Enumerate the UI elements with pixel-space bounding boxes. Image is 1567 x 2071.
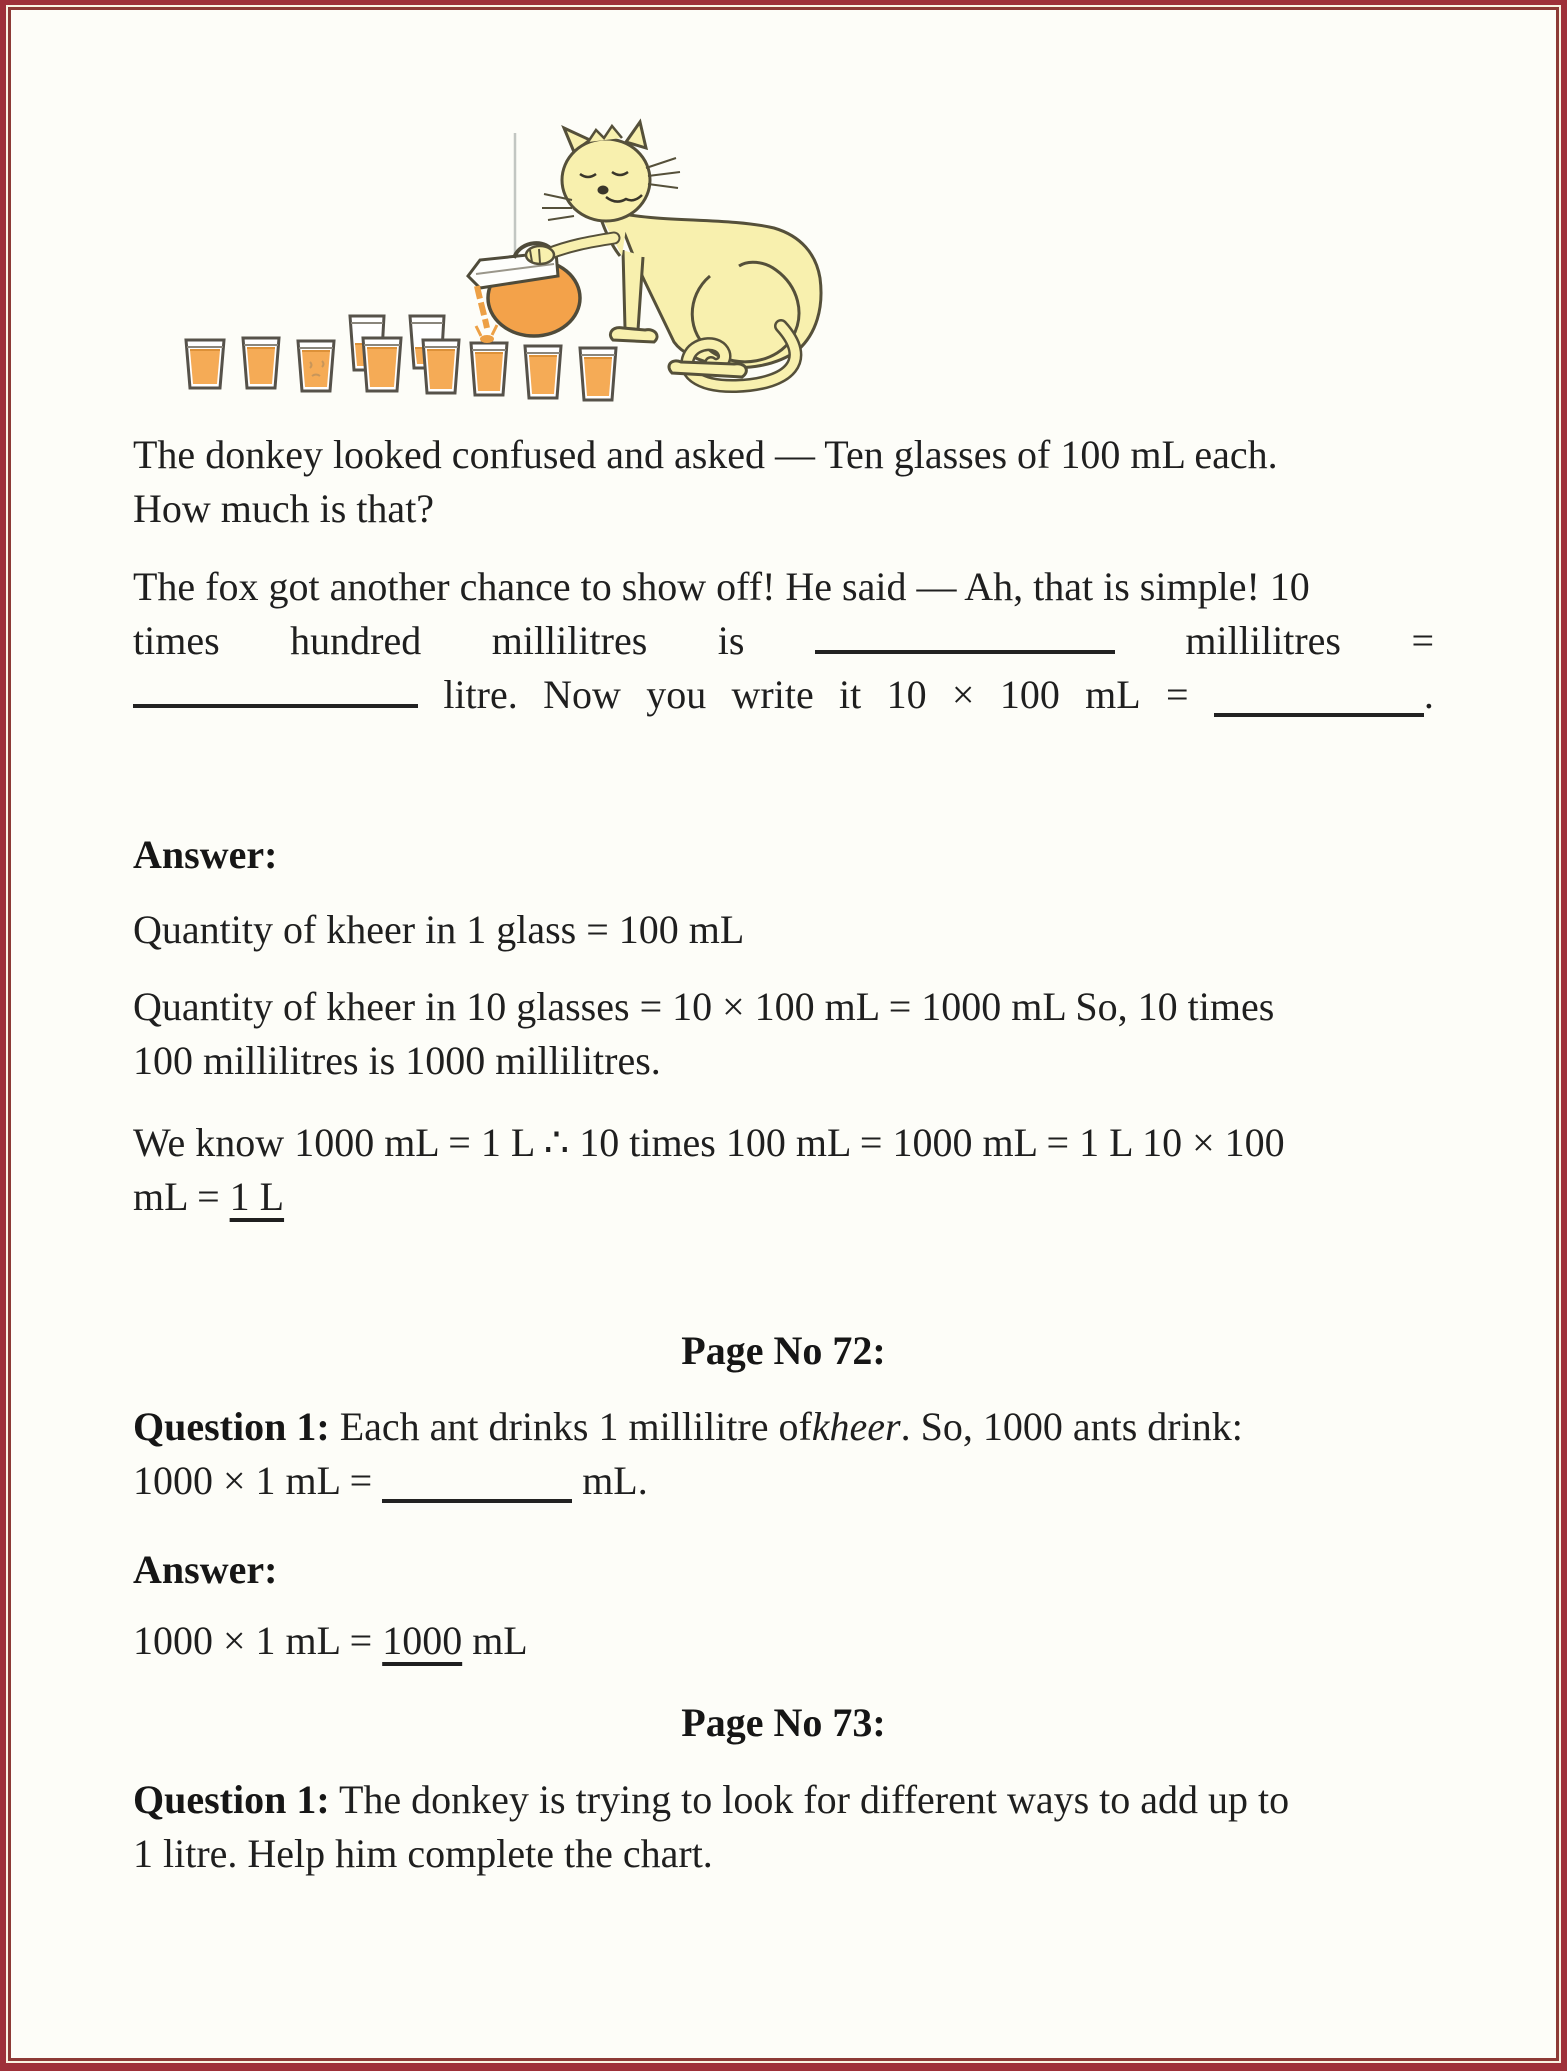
cat-head bbox=[562, 139, 650, 221]
cat-front-foot bbox=[610, 328, 657, 342]
q1-p72-equation: 1000 × 1 mL = bbox=[133, 1458, 373, 1503]
fox-word: is bbox=[717, 618, 745, 663]
fox-period: . bbox=[1423, 672, 1434, 717]
q1-p73-line2: 1 litre. Help him complete the chart. bbox=[133, 1831, 713, 1876]
answer-10glasses-line1: Quantity of kheer in 10 glasses = 10 × 100 mL = 1000 mL So, 10 times bbox=[133, 984, 1275, 1029]
answer-line-weknow bbox=[133, 1116, 1434, 1224]
litre-blank bbox=[133, 676, 418, 708]
para-fox-line1: The fox got another chance to show off! He said — Ah, that is simple! 10 bbox=[133, 564, 1310, 609]
q1-p73-line1 bbox=[133, 1773, 1434, 1827]
kheer-glass-8 bbox=[580, 348, 616, 400]
kheer-glass-6-being-filled bbox=[471, 343, 507, 395]
answer-heading-1: Answer: bbox=[133, 832, 278, 877]
q1-p72-text2: . So, 1000 ants drink: bbox=[900, 1404, 1243, 1449]
para-donkey bbox=[133, 428, 1434, 536]
fox-word: litre. bbox=[443, 672, 518, 717]
page-72-heading: Page No 72: bbox=[681, 1328, 886, 1373]
fox-word: 100 bbox=[999, 672, 1060, 717]
para-fox-line2 bbox=[133, 614, 1434, 668]
para-fox bbox=[133, 560, 1434, 722]
q1-p72-unit: mL. bbox=[582, 1458, 648, 1503]
answer-10glasses-line2: 100 millilitres is 1000 millilitres. bbox=[133, 1038, 661, 1083]
fox-word: × bbox=[951, 672, 975, 717]
question-label: Question 1: bbox=[133, 1404, 330, 1449]
fox-word: it bbox=[839, 672, 862, 717]
answer-p72-pre: 1000 × 1 mL = bbox=[133, 1618, 373, 1663]
millilitres-blank bbox=[815, 622, 1115, 654]
q1-p72-text: Each ant drinks 1 millilitre of bbox=[339, 1404, 812, 1449]
para-fox-line3 bbox=[133, 668, 1434, 722]
kheer-glass-1 bbox=[186, 340, 224, 388]
fox-word: hundred bbox=[290, 618, 422, 663]
cat-nose bbox=[598, 186, 609, 195]
weknow-line2 bbox=[133, 1170, 1434, 1224]
fox-word: millilitres bbox=[491, 618, 648, 663]
fox-word: 10 bbox=[886, 672, 927, 717]
weknow-line1: We know 1000 mL = 1 L ∴ 10 times 100 mL = 1000 mL = 1 L 10 × 100 bbox=[133, 1120, 1285, 1165]
question-label: Question 1: bbox=[133, 1777, 330, 1822]
fox-word: times bbox=[133, 618, 220, 663]
cat-pouring-kheer-icon bbox=[176, 116, 836, 406]
q1-p72-line2 bbox=[133, 1454, 1434, 1508]
fox-word: write bbox=[731, 672, 814, 717]
answer-p72-post: mL bbox=[472, 1618, 528, 1663]
cat-icon bbox=[526, 122, 821, 386]
question-1-p73 bbox=[133, 1773, 1434, 1881]
fox-word: Now bbox=[543, 672, 621, 717]
result-blank-group bbox=[1214, 668, 1434, 722]
underlined-answer-1000: 1000 bbox=[382, 1618, 463, 1663]
fox-word: = bbox=[1411, 618, 1434, 663]
page-73-heading: Page No 73: bbox=[681, 1700, 886, 1745]
fox-word: mL bbox=[1085, 672, 1141, 717]
answer-heading-2: Answer: bbox=[133, 1547, 278, 1592]
kheer-glass-4 bbox=[363, 338, 401, 391]
kheer-glass-2 bbox=[243, 338, 279, 388]
underlined-answer-1L: 1 L bbox=[229, 1174, 285, 1219]
fox-word: millilitres bbox=[1185, 618, 1341, 663]
kheer-glass-7 bbox=[525, 346, 561, 398]
answer-line-1glass: Quantity of kheer in 1 glass = 100 mL bbox=[133, 907, 745, 952]
kheer-italic: kheer bbox=[811, 1404, 901, 1449]
question-1-p72 bbox=[133, 1400, 1434, 1508]
kheer-glass-5 bbox=[423, 340, 459, 393]
cat-hind-foot bbox=[669, 361, 746, 377]
answer-line-p72 bbox=[133, 1614, 1434, 1668]
kheer-glass-3 bbox=[298, 341, 334, 391]
result-blank bbox=[1214, 685, 1424, 717]
para-donkey-line2: How much is that? bbox=[133, 486, 435, 531]
cat-pouring-illustration bbox=[176, 116, 836, 406]
para-donkey-line1: The donkey looked confused and asked — Ten glasses of 100 mL each. bbox=[133, 432, 1278, 477]
page-content bbox=[11, 10, 1556, 2058]
q1-p73-text: The donkey is trying to look for different ways to add up to bbox=[338, 1777, 1290, 1822]
weknow-prefix: mL = bbox=[133, 1174, 220, 1219]
fox-word: you bbox=[646, 672, 707, 717]
q1-p72-line1 bbox=[133, 1400, 1434, 1454]
fox-word: = bbox=[1166, 672, 1189, 717]
ml-answer-blank bbox=[382, 1471, 572, 1503]
page-frame bbox=[8, 7, 1559, 2061]
answer-line-10glasses bbox=[133, 980, 1434, 1088]
